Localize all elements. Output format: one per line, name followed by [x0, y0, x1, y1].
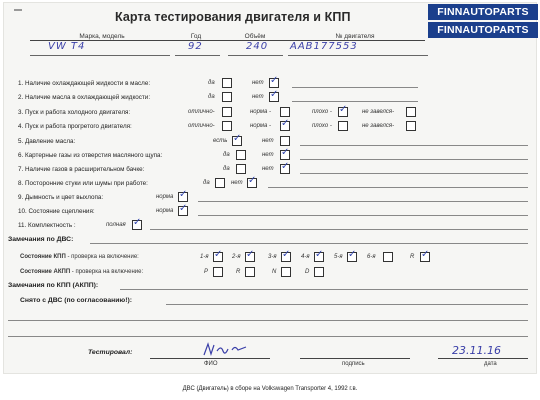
question-2: 2. Наличие масла в охлаждающей жидкости:	[18, 94, 151, 101]
q11-option-complete: полная	[106, 222, 126, 228]
remarks-engine-line	[90, 243, 528, 244]
removed-heading: Снято с ДВС (по согласованию!):	[20, 297, 132, 304]
q3-option-bad: плохо -	[312, 109, 332, 115]
question-5: 5. Давление масла:	[18, 138, 76, 145]
gear-5-check: ✓	[348, 249, 357, 260]
q1-note-line	[292, 87, 418, 88]
value-volume: 240	[246, 41, 269, 52]
auto-gear-d-label: D	[305, 269, 310, 275]
q1-yes-box[interactable]	[222, 78, 232, 88]
q9-option-normal: норма	[156, 194, 174, 200]
question-3: 3. Пуск и работа холодного двигателя:	[18, 109, 131, 116]
gear-5-label: 5-я	[334, 254, 343, 260]
auto-gear-r-label: R	[236, 269, 241, 275]
gear-6-box[interactable]	[383, 252, 393, 262]
q3-option-excellent: отлично-	[188, 109, 215, 115]
question-7: 7. Наличие газов в расширительном бачке:	[18, 166, 145, 173]
q8-option-yes: да	[203, 180, 210, 186]
q5-option-present: есть	[213, 138, 228, 144]
q1-option-yes: да	[208, 80, 215, 86]
q4-excellent-box[interactable]	[222, 121, 232, 131]
q2-note-line	[292, 101, 418, 102]
q4-no-start-box[interactable]	[406, 121, 416, 131]
date-value: 23.11.16	[452, 344, 501, 357]
q5-check-mark: ✓	[233, 133, 242, 144]
line-engine-number	[288, 55, 428, 56]
auto-gearbox-label-bold: Состояние АКПП	[20, 269, 71, 275]
q4-option-bad: плохо -	[312, 123, 332, 129]
gearbox-label	[20, 254, 139, 260]
blank-line-2	[8, 336, 528, 337]
remarks-gearbox-heading: Замечания по КПП (АКПП):	[8, 282, 99, 289]
header-col-volume: Объём	[244, 33, 266, 40]
brand-logo-line1: FINNAUTOPARTS	[428, 4, 538, 20]
auto-gearbox-label-rest: - проверка на включение:	[70, 269, 144, 275]
fio-line	[150, 358, 270, 359]
line-model	[30, 55, 170, 56]
q8-option-no: нет	[231, 180, 243, 186]
q5-note-line	[300, 145, 528, 146]
q2-option-no: нет	[252, 94, 264, 100]
auto-gear-d-box[interactable]	[314, 267, 324, 277]
q4-check-mark: ✓	[281, 118, 290, 129]
question-4: 4. Пуск и работа прогретого двигателя:	[18, 123, 132, 130]
date-line	[438, 358, 528, 359]
remarks-gearbox-line	[120, 289, 528, 290]
q3-option-no-start: не завелся-	[362, 109, 395, 115]
fio-caption: ФИО	[204, 361, 218, 367]
q5-option-absent: нет	[262, 138, 274, 144]
gear-1-label: 1-я	[200, 254, 209, 260]
q4-option-no-start: не завелся-	[362, 123, 395, 129]
auto-gear-n-label: N	[272, 269, 277, 275]
q7-option-no: нет	[262, 166, 274, 172]
gear-4-label: 4-я	[301, 254, 310, 260]
brand-logo-line2: FINNAUTOPARTS	[428, 22, 538, 38]
line-volume	[228, 55, 283, 56]
question-11: 11. Комплектность :	[18, 222, 76, 229]
q9-check-mark: ✓	[179, 189, 188, 200]
question-1: 1. Наличие охлаждающей жидкости в масле:	[18, 80, 151, 87]
header-col-model: Марка, модель	[79, 33, 125, 40]
removed-line	[166, 304, 528, 305]
signature-scribble-icon	[202, 341, 252, 357]
q4-option-normal: норма -	[250, 123, 272, 129]
value-year: 92	[188, 41, 203, 52]
date-caption: дата	[484, 361, 497, 367]
q2-option-yes: да	[208, 94, 215, 100]
document-title: Карта тестирования двигателя и КПП	[115, 10, 351, 24]
gear-2-label: 2-я	[232, 254, 241, 260]
q10-check-mark: ✓	[179, 203, 188, 214]
line-year	[175, 55, 220, 56]
gear-2-check: ✓	[246, 249, 255, 260]
q5-absent-box[interactable]	[280, 136, 290, 146]
question-10: 10. Состояние сцепления:	[18, 208, 95, 215]
remarks-engine-heading: Замечания по ДВС:	[8, 236, 74, 243]
q1-option-no: нет	[252, 80, 264, 86]
gear-r-label: R	[410, 254, 415, 260]
gearbox-label-rest: - проверка на включение:	[65, 254, 139, 260]
gear-3-check: ✓	[282, 249, 291, 260]
q3-excellent-box[interactable]	[222, 107, 232, 117]
q7-option-yes: да	[223, 166, 230, 172]
q8-check-mark: ✓	[248, 175, 257, 186]
q9-note-line	[198, 201, 528, 202]
auto-gear-n-box[interactable]	[281, 267, 291, 277]
q11-note-line	[150, 229, 528, 230]
question-8: 8. Посторонние стуки или шумы при работе:	[18, 180, 148, 187]
inspection-sheet	[3, 2, 537, 374]
auto-gear-p-box[interactable]	[213, 267, 223, 277]
gear-3-label: 3-я	[268, 254, 277, 260]
gear-1-check: ✓	[214, 249, 223, 260]
q4-option-excellent: отлично-	[188, 123, 215, 129]
q3-check-mark: ✓	[339, 104, 348, 115]
blank-line-1	[8, 320, 528, 321]
q2-check-mark: ✓	[270, 89, 279, 100]
q6-note-line	[300, 159, 528, 160]
q10-option-normal: норма	[156, 208, 174, 214]
q3-normal-box[interactable]	[280, 107, 290, 117]
auto-gearbox-label	[20, 269, 143, 275]
gearbox-label-bold: Состояние КПП	[20, 254, 66, 260]
q6-check-mark: ✓	[281, 147, 290, 158]
q8-note-line	[268, 187, 528, 188]
signature-caption: подпись	[342, 361, 365, 367]
q3-no-start-box[interactable]	[406, 107, 416, 117]
q8-yes-box[interactable]	[215, 178, 225, 188]
q10-note-line	[198, 215, 528, 216]
q7-note-line	[300, 173, 528, 174]
tested-by-label: Тестировал:	[88, 349, 133, 356]
signature-line	[300, 358, 410, 359]
question-6: 6. Картерные газы из отверстия масляного щупа:	[18, 152, 163, 159]
q3-option-normal: норма -	[250, 109, 272, 115]
q7-yes-box[interactable]	[236, 164, 246, 174]
q4-bad-box[interactable]	[338, 121, 348, 131]
value-model: VW T4	[48, 41, 86, 52]
header-col-year: Год	[190, 33, 202, 40]
value-engine-number: AAB177553	[290, 41, 358, 52]
image-caption: ДВС (Двигатель) в сборе на Volkswagen Transporter 4, 1992 г.в.	[182, 386, 358, 392]
header-divider	[30, 40, 425, 41]
header-col-engine-number: № двигателя	[335, 33, 375, 40]
corner-mark	[14, 9, 22, 11]
q7-check-mark: ✓	[281, 161, 290, 172]
q6-option-no: нет	[262, 152, 274, 158]
gear-4-check: ✓	[315, 249, 324, 260]
q6-option-yes: да	[223, 152, 230, 158]
q6-yes-box[interactable]	[236, 150, 246, 160]
q11-check-mark: ✓	[133, 217, 142, 228]
q1-check-mark: ✓	[270, 75, 279, 86]
question-9: 9. Дымность и цвет выхлопа:	[18, 194, 104, 201]
brand-logo	[428, 0, 538, 40]
q2-yes-box[interactable]	[222, 92, 232, 102]
auto-gear-p-label: P	[204, 269, 209, 275]
gear-6-label: 6-я	[367, 254, 376, 260]
auto-gear-r-box[interactable]	[245, 267, 255, 277]
gear-r-check: ✓	[421, 249, 430, 260]
